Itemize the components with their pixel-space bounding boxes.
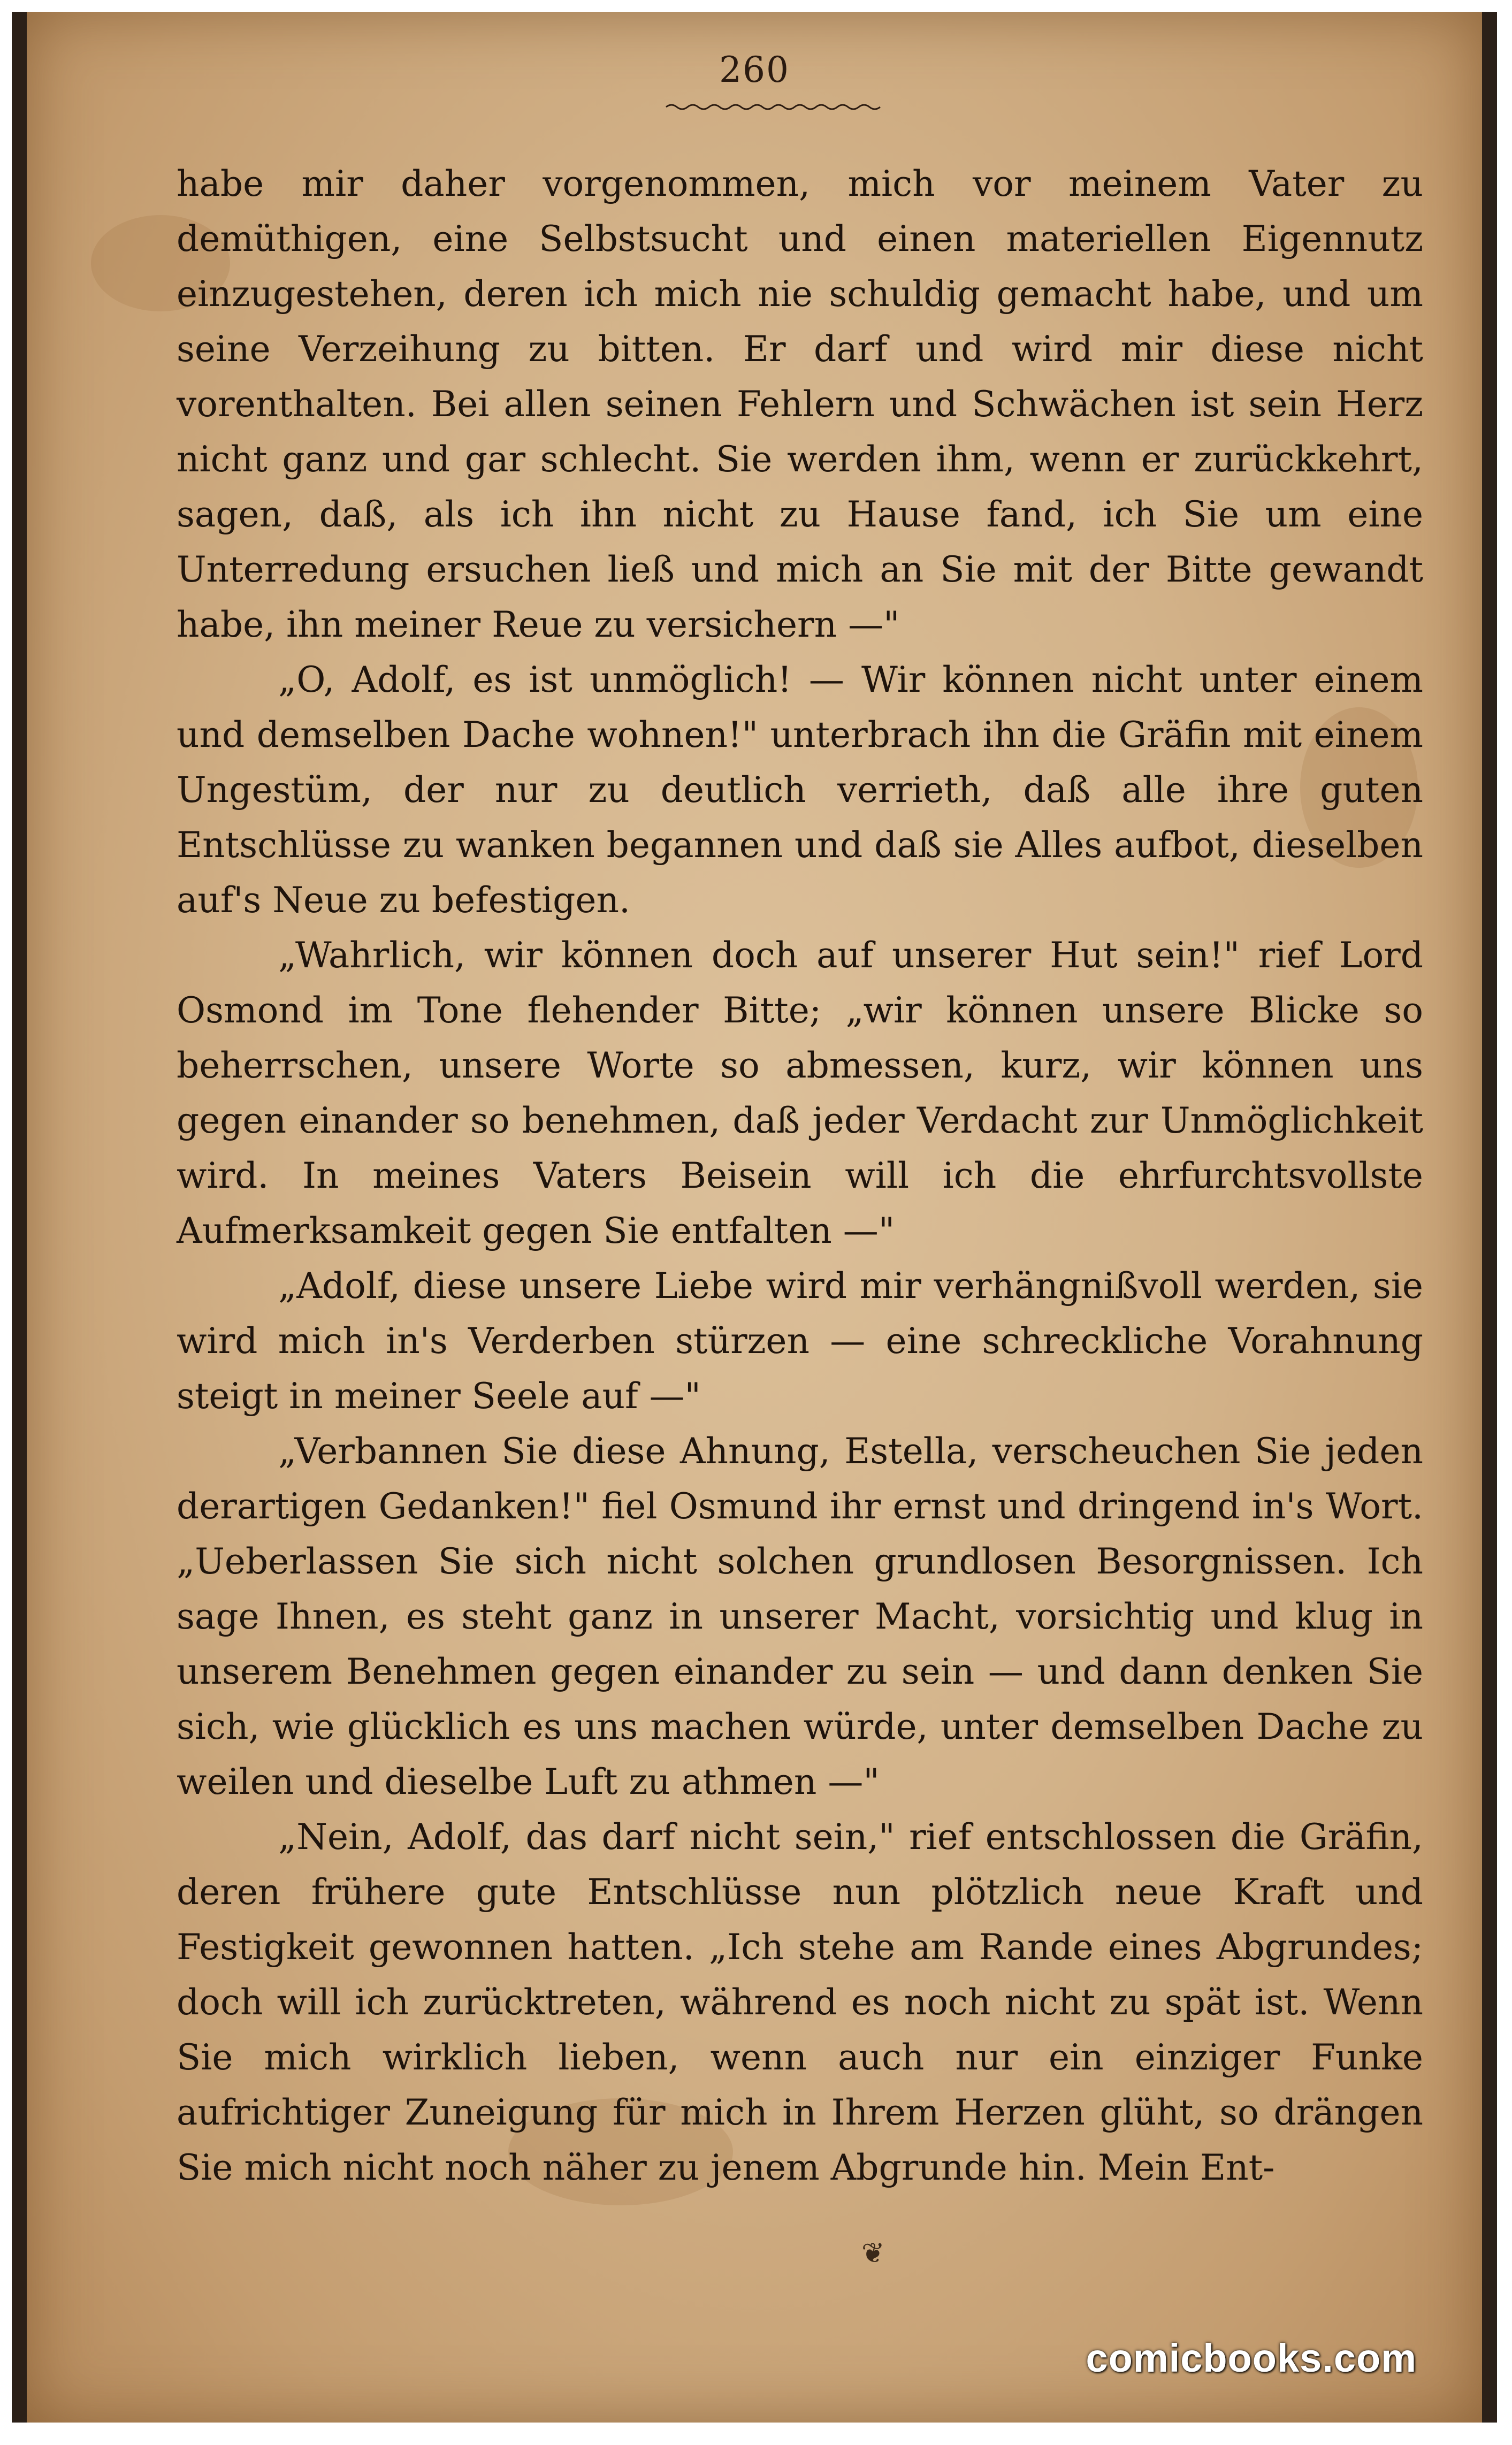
printer-mark: ❦ xyxy=(861,2237,885,2270)
paragraph-4: „Adolf, diese unsere Liebe wird mir verhängnißvoll werden, sie wird mich in's Verderben stürzen — eine schreckliche Vorahnung steigt in meiner Seele auf —" xyxy=(177,1265,1423,1417)
book-page xyxy=(27,12,1482,2423)
scan-frame xyxy=(12,12,1497,2423)
paragraph-3: „Wahrlich, wir können doch auf unserer Hut sein!" rief Lord Osmond im Tone flehender Bitte; „wir können unsere Blicke so beherrschen, unsere Worte so abmessen, kurz, wir können uns gegen einander so benehmen, daß jeder Verdacht zur Unmöglichkeit wird. In meines Vaters Beisein will ich die ehrfurchtsvollste Aufmerksamkeit gegen Sie entfalten —" xyxy=(177,935,1423,1251)
page-number: 260 xyxy=(719,49,790,90)
paragraph-2: „O, Adolf, es ist unmöglich! — Wir können nicht unter einem und demselben Dache wohnen!" unterbrach ihn die Gräfin mit einem Ungestüm, der nur zu deutlich verrieth, daß alle ihre guten Entschlüsse zu wanken begannen und daß sie Alles aufbot, dieselben auf's Neue zu befestigen. xyxy=(177,659,1423,921)
paragraph-1: habe mir daher vorgenommen, mich vor meinem Vater zu demüthigen, eine Selbstsucht und einen materiellen Eigennutz einzugestehen, deren ich mich nie schuldig gemacht habe, und um seine Verzeihung zu bitten. Er darf und wird mir diese nicht vorenthalten. Bei allen seinen Fehlern und Schwächen ist sein Herz nicht ganz und gar schlecht. Sie werden ihm, wenn er zurückkehrt, sagen, daß, als ich ihn nicht zu Hause fand, ich Sie um eine Unterredung ersuchen ließ und mich an Sie mit der Bitte gewandt habe, ihn meiner Reue zu versichern —" xyxy=(177,163,1423,645)
watermark-text: comicbooks.com xyxy=(1086,2336,1417,2380)
paragraph-5: „Verbannen Sie diese Ahnung, Estella, verscheuchen Sie jeden derartigen Gedanken!" fiel Osmund ihr ernst und dringend in's Wort. „Ueberlassen Sie sich nicht solchen grundlosen Besorgnissen. Ich sage Ihnen, es steht ganz in unserer Macht, vorsichtig und klug in unserem Benehmen gegen einander zu sein — und dann denken Sie sich, wie glücklich es uns machen würde, unter demselben Dache zu weilen und dieselbe Luft zu athmen —" xyxy=(177,1431,1423,1802)
page-number-ornament xyxy=(663,102,888,112)
body-text xyxy=(177,156,1423,2195)
paragraph-6: „Nein, Adolf, das darf nicht sein," rief entschlossen die Gräfin, deren frühere gute Entschlüsse nun plötzlich neue Kraft und Festigkeit gewonnen hatten. „Ich stehe am Rande eines Abgrundes; doch will ich zurücktreten, während es noch nicht zu spät ist. Wenn Sie mich wirklich lieben, wenn auch nur ein einziger Funke aufrichtiger Zuneigung für mich in Ihrem Herzen glüht, so drängen Sie mich nicht noch näher zu jenem Abgrunde hin. Mein Ent- xyxy=(177,1816,1423,2188)
